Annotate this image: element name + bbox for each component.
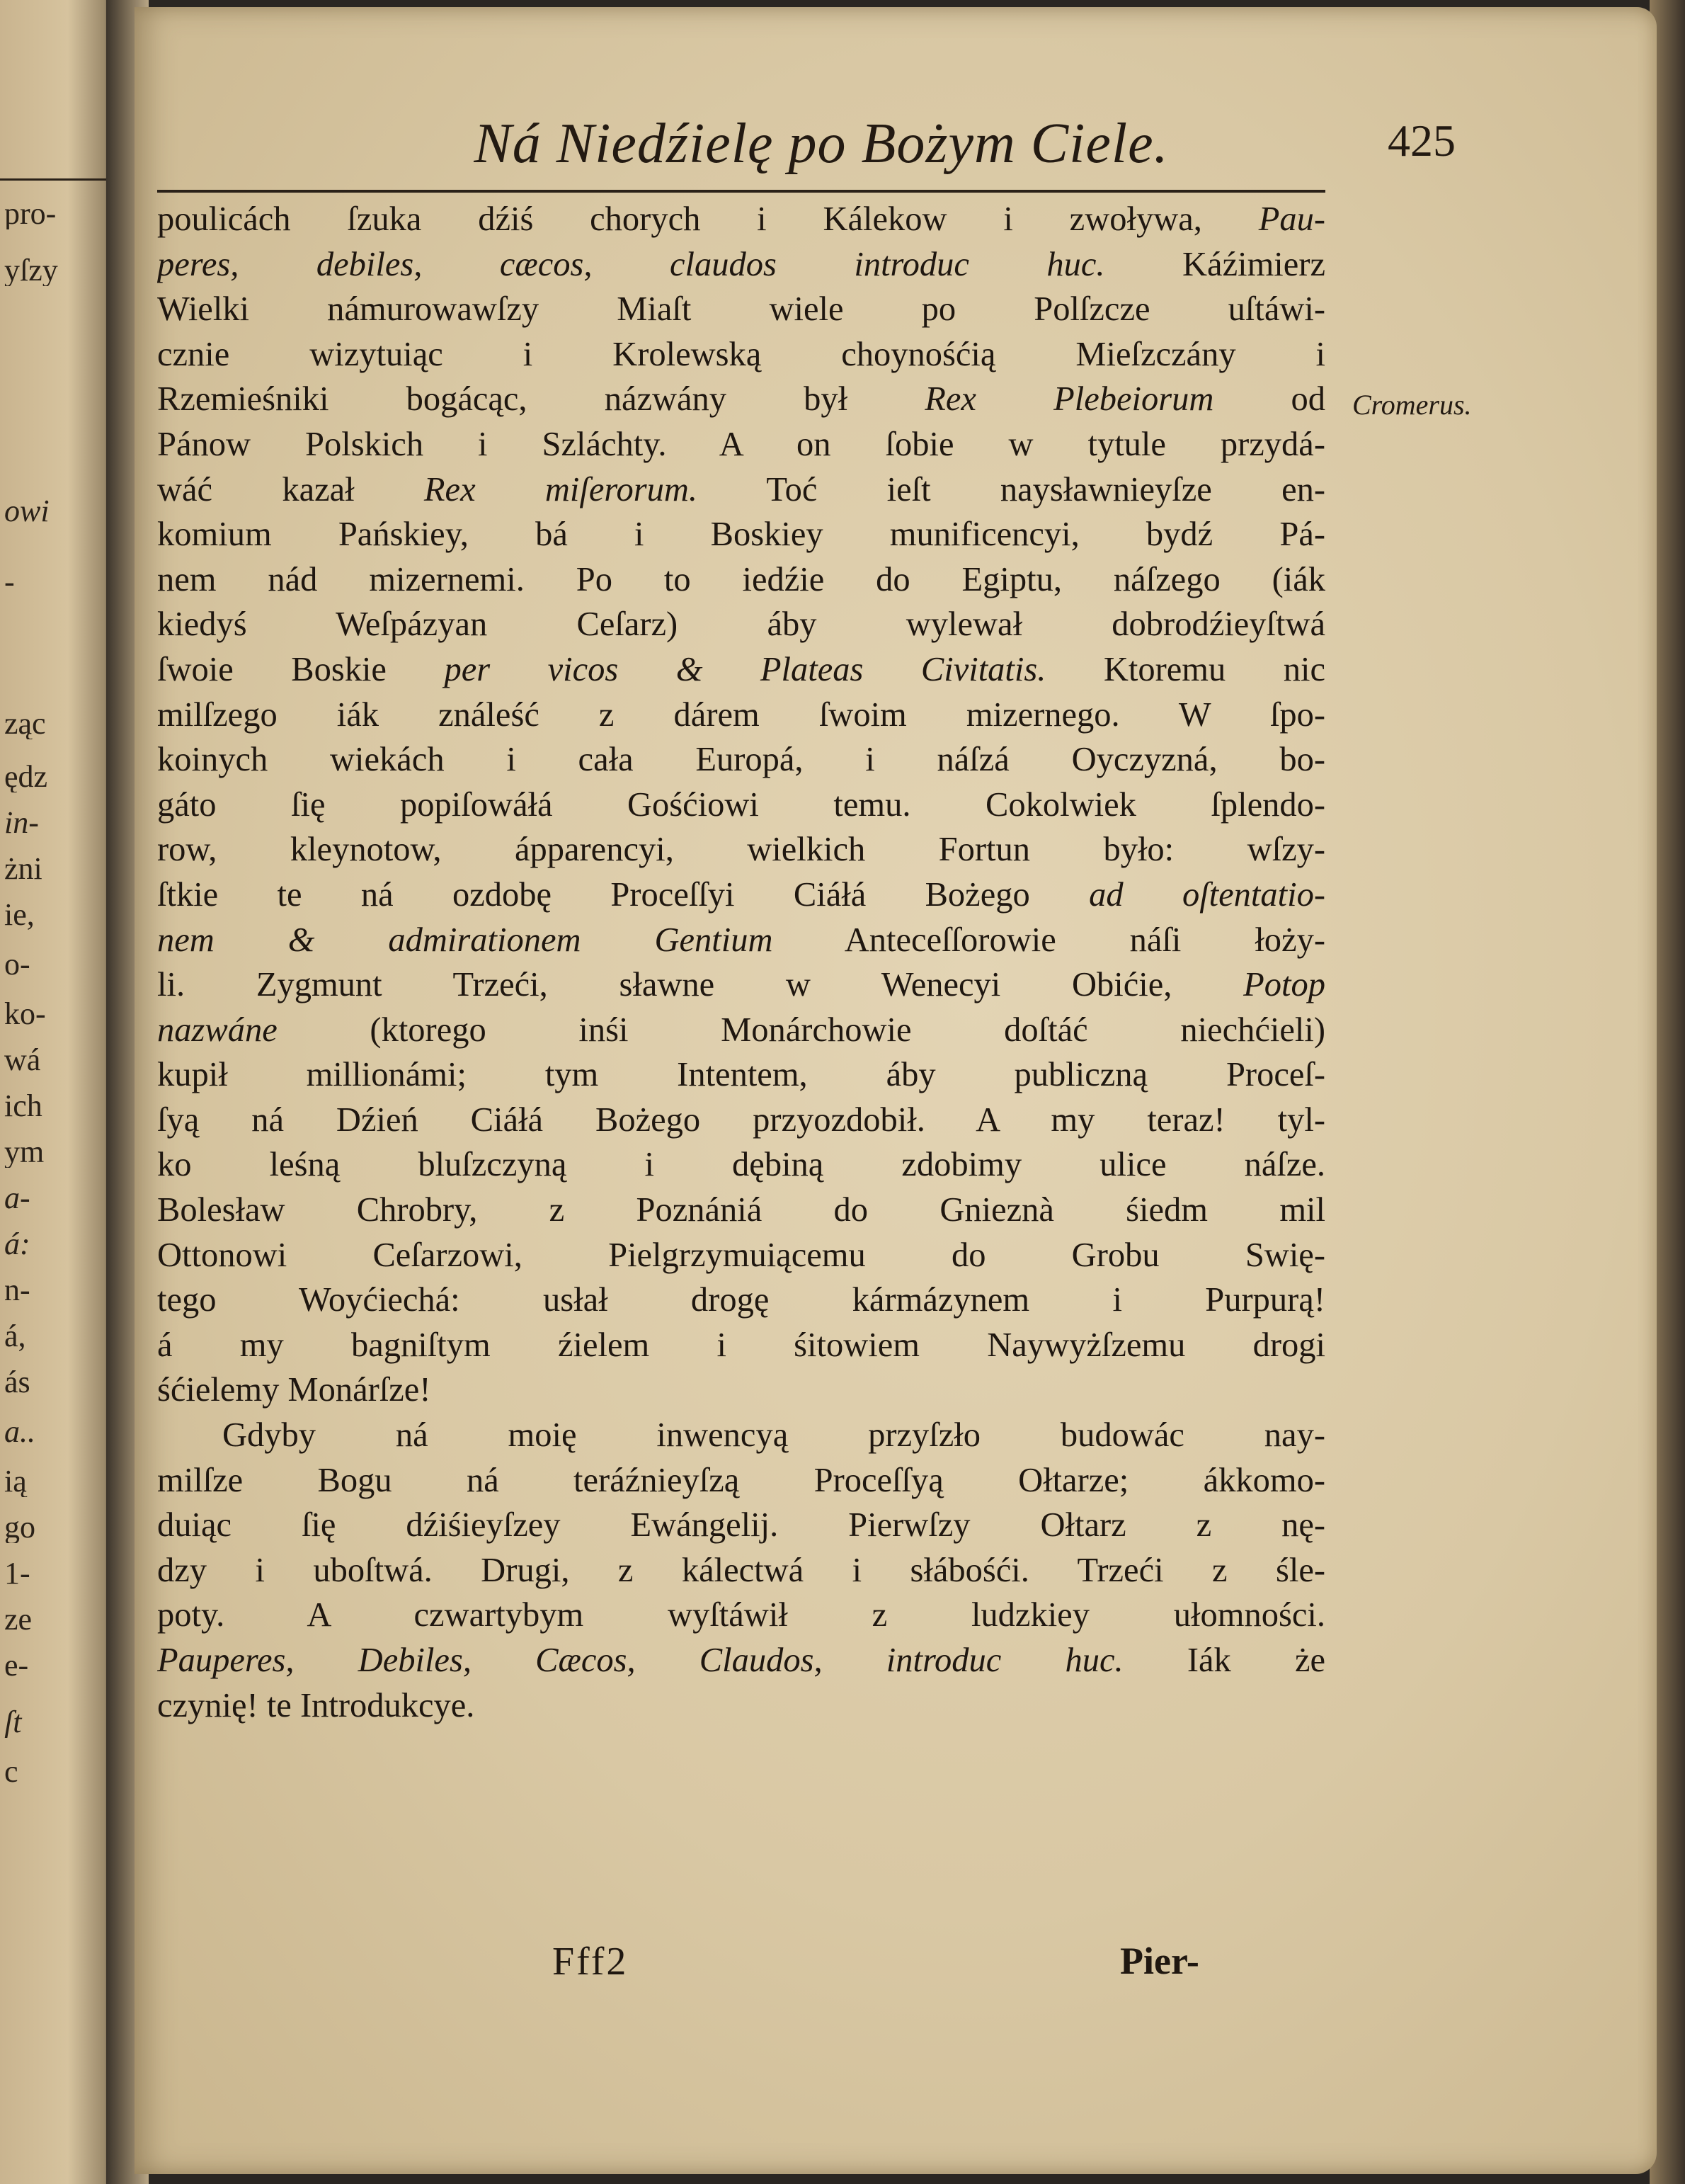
text-line	[157, 332, 1325, 377]
catchword: Pier-	[1120, 1940, 1199, 1982]
text-segment: Rzemieśniki bogácąc, názwány był	[157, 380, 925, 419]
text-line	[157, 1188, 1325, 1233]
previous-page-fragment: wá	[4, 1045, 41, 1076]
previous-page-fragment: ędz	[4, 761, 48, 792]
text-line	[157, 737, 1325, 783]
text-line	[157, 1593, 1325, 1638]
previous-page-fragment: a..	[4, 1416, 35, 1448]
text-segment: koinych wiekách i cała Europá, i náſzá Oyczyzná, bo-	[157, 741, 1325, 779]
previous-page-fragment: n-	[4, 1275, 30, 1306]
text-line	[157, 512, 1325, 557]
text-segment: Ktoremu nic	[1046, 650, 1325, 688]
text-segment: Gdyby ná moię inwencyą przyſzło budowác nay-	[222, 1416, 1325, 1455]
previous-page-fragment: ym	[4, 1137, 45, 1168]
italic-latin-text: per vicos & Plateas Civitatis.	[444, 650, 1046, 688]
text-line	[157, 557, 1325, 603]
text-segment: śćielemy Monárſze!	[157, 1371, 431, 1409]
previous-page-fragment: -	[4, 567, 15, 598]
previous-page-fragment: ie,	[4, 899, 35, 931]
previous-page-fragment: żni	[4, 853, 42, 885]
text-segment: ſyą ná Dźień Ciáłá Bożego przyozdobił. A my teraz! tyl-	[157, 1100, 1325, 1139]
text-line	[157, 287, 1325, 332]
text-line	[157, 602, 1325, 647]
text-segment: Káźimierz	[1104, 245, 1325, 283]
text-line	[157, 1142, 1325, 1188]
text-line	[157, 918, 1325, 963]
previous-page-fragment: yſzy	[4, 255, 58, 286]
previous-page-fragment: e-	[4, 1650, 29, 1681]
text-segment: li. Zygmunt Trzeći, sławne w Wenecyi Obićie,	[157, 966, 1244, 1004]
header-rule	[157, 190, 1325, 193]
text-segment: milſzego iák ználeść z dárem ſwoim mizernego. W ſpo-	[157, 695, 1325, 734]
text-segment: á my bagniſtym źielem i śitowiem Naywyżſzemu drogi	[157, 1326, 1325, 1364]
text-line	[157, 962, 1325, 1008]
signature-mark: Fff2	[552, 1940, 629, 1984]
previous-page-fragment: ſt	[4, 1707, 22, 1738]
italic-latin-text: nazwáne	[157, 1011, 278, 1049]
previous-page-fragment: pro-	[4, 198, 57, 229]
italic-latin-text: Rex miſerorum.	[423, 470, 697, 508]
text-segment: Iák że	[1123, 1642, 1325, 1679]
text-segment: poty. A czwartybym wyſtáwił z ludzkiey ułomności.	[157, 1596, 1325, 1634]
italic-latin-text: Pauperes, Debiles, Cæcos, Claudos, introduc huc.	[157, 1642, 1124, 1679]
italic-latin-text: Potop	[1243, 966, 1325, 1004]
marginal-note: Cromerus.	[1352, 389, 1472, 421]
text-segment: duiąc ſię dźiśieyſzey Ewángelij. Pierwſzy Ołtarz z nę-	[157, 1506, 1325, 1545]
text-line	[157, 1323, 1325, 1368]
previous-page-fragment: ze	[4, 1604, 33, 1635]
text-segment: Ottonowi Ceſarzowi, Pielgrzymuiącemu do Grobu Swię-	[157, 1236, 1325, 1274]
text-line	[157, 1233, 1325, 1278]
previous-page-fragment: 1-	[4, 1558, 30, 1589]
previous-page-fragment: ich	[4, 1091, 42, 1122]
text-line	[157, 647, 1325, 693]
text-line	[157, 1278, 1325, 1323]
text-line	[157, 1683, 1325, 1729]
text-line	[157, 693, 1325, 738]
text-segment: row, kleynotow, ápparencyi, wielkich Fortun było: wſzy-	[157, 831, 1325, 869]
text-segment: Anteceſſorowie náſi łoży-	[772, 921, 1325, 959]
text-segment: od	[1213, 380, 1325, 419]
text-line	[157, 1052, 1325, 1098]
text-segment: czynię! te Introdukcye.	[157, 1686, 475, 1724]
text-segment: kupił millionámi; tym Intentem, áby publiczną Proceſ-	[157, 1056, 1325, 1094]
text-segment: nem nád mizernemi. Po to iedźie do Egiptu, náſzego (iák	[157, 560, 1325, 598]
text-line	[157, 1367, 1325, 1413]
text-segment: Pánow Polskich i Szláchty. A on ſobie w tytule przydá-	[157, 425, 1325, 463]
text-segment: Toć ieſt naysławnieyſze en-	[697, 470, 1325, 508]
text-line	[157, 1458, 1325, 1503]
text-line	[157, 1548, 1325, 1593]
text-segment: kiedyś Weſpázyan Ceſarz) áby wylewał dobrodźieyſtwá	[157, 605, 1325, 644]
text-segment: ſtkie te ná ozdobę Proceſſyi Ciáłá Bożego	[157, 875, 1090, 914]
text-line	[157, 872, 1325, 918]
text-line	[157, 197, 1325, 242]
text-segment: cznie wizytuiąc i Krolewską choynośćią Mieſzczány i	[157, 335, 1325, 373]
running-head: Ná Niedźielę po Bożym Ciele.	[474, 113, 1169, 175]
previous-page-fragment: in-	[4, 807, 39, 838]
text-line	[157, 1098, 1325, 1143]
text-segment: ko leśną bluſzczyną i dębiną zdobimy ulice náſze.	[157, 1146, 1325, 1184]
text-segment: gáto ſię popiſowáłá Gośćiowi temu. Cokolwiek ſplendo-	[157, 785, 1325, 824]
italic-latin-text: nem & admirationem Gentium	[157, 921, 773, 959]
text-line	[157, 467, 1325, 513]
previous-page-fragment: á:	[4, 1229, 30, 1260]
text-line	[157, 1638, 1325, 1683]
previous-page-fragment: go	[4, 1512, 35, 1543]
text-segment: wáć kazał	[157, 470, 424, 508]
text-line	[157, 1413, 1325, 1458]
text-segment: dzy i uboſtwá. Drugi, z kálectwá i słábośći. Trzeći z śle-	[157, 1551, 1325, 1589]
previous-page-fragment: á,	[4, 1321, 26, 1352]
previous-page-fragment: ás	[4, 1367, 30, 1398]
previous-page-fragment: ząc	[4, 708, 46, 739]
previous-page-rule	[0, 178, 110, 181]
previous-page-fragment: o-	[4, 949, 30, 980]
text-line	[157, 377, 1325, 422]
text-line	[157, 827, 1325, 872]
text-line	[157, 1008, 1325, 1053]
text-line	[157, 1503, 1325, 1548]
text-segment: milſze Bogu ná teráźnieyſzą Proceſſyą Ołtarze; ákkomo-	[157, 1461, 1325, 1499]
text-line	[157, 242, 1325, 288]
previous-page-fragment: c	[4, 1756, 18, 1787]
previous-page-fragment: ko-	[4, 999, 46, 1030]
previous-page-fragment: a-	[4, 1183, 30, 1214]
previous-page-fragment: owi	[4, 496, 50, 527]
text-segment: Wielki námurowawſzy Miaſt wiele po Polſzcze uſtáwi-	[157, 290, 1325, 329]
page-number: 425	[1388, 115, 1456, 166]
text-segment: (ktorego inśi Monárchowie doſtáć niechćieli)	[277, 1011, 1325, 1049]
previous-page-fragment: ią	[4, 1466, 27, 1497]
body-text	[157, 197, 1325, 1728]
italic-latin-text: Pau-	[1258, 200, 1325, 238]
italic-latin-text: ad oſtentatio-	[1089, 875, 1325, 914]
text-segment: Bolesław Chrobry, z Poznániá do Gnieznà śiedm mil	[157, 1191, 1325, 1229]
text-line	[157, 783, 1325, 828]
italic-latin-text: Rex Plebeiorum	[925, 380, 1214, 419]
text-segment: tego Woyćiechá: usłał drogę kármázynem i Purpurą!	[157, 1281, 1325, 1319]
italic-latin-text: peres, debiles, cæcos, claudos introduc huc.	[157, 245, 1105, 283]
text-line	[157, 422, 1325, 467]
text-segment: poulicách ſzuka dźiś chorych i Kálekow i zwoływa,	[157, 200, 1259, 238]
text-segment: ſwoie Boskie	[157, 650, 445, 688]
text-segment: komium Pańskiey, bá i Boskiey munificencyi, bydź Pá-	[157, 516, 1325, 554]
